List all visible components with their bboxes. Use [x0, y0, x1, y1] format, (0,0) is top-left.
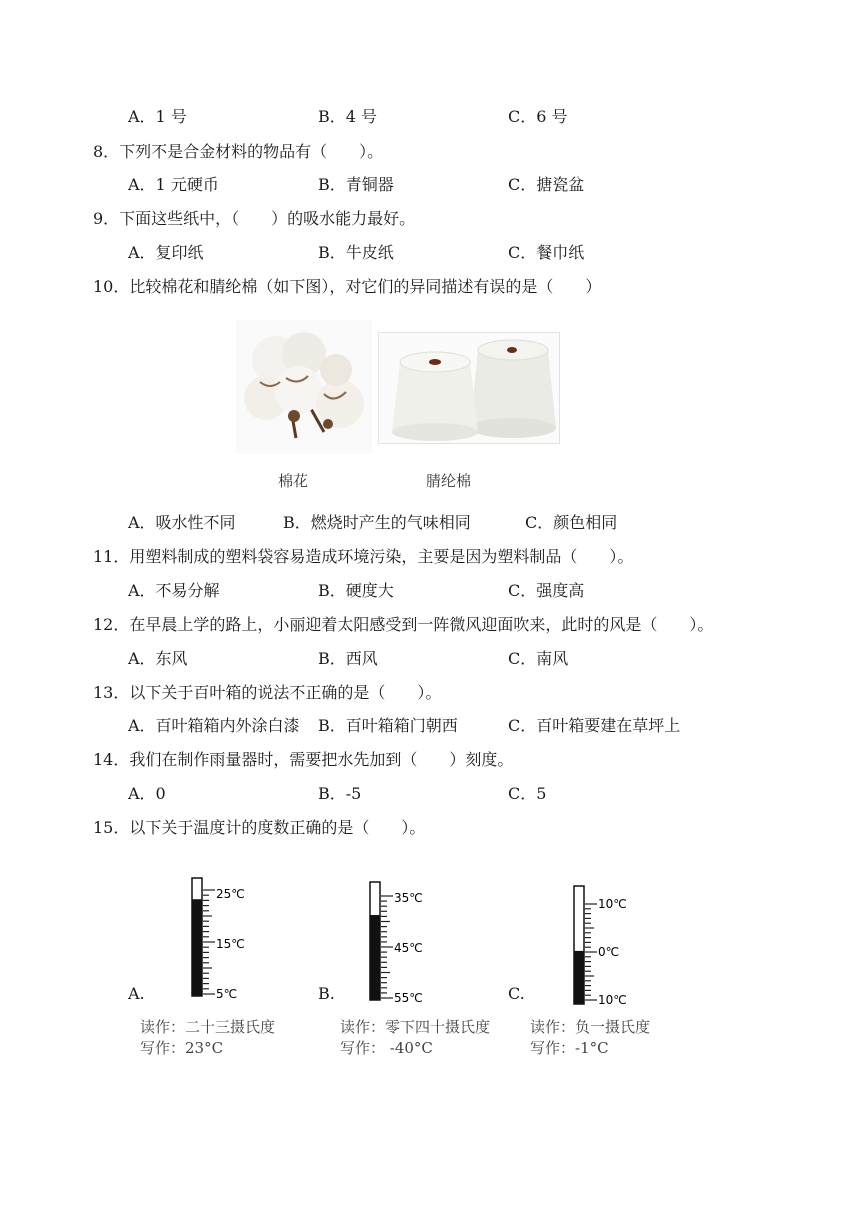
- thermometer-b-label-top: 35℃: [394, 891, 423, 905]
- thermometer-c-write: 写作：-1°C: [530, 1039, 609, 1057]
- q8-option-a[interactable]: A．1 元硬币: [128, 175, 219, 194]
- q14-option-a[interactable]: A．0: [128, 784, 166, 803]
- q13-option-a[interactable]: A．百叶箱箱内外涂白漆: [128, 716, 300, 735]
- thermometer-b-write: 写作： -40°C: [340, 1039, 433, 1057]
- thermometer-c-read: 读作：负一摄氏度: [530, 1018, 651, 1036]
- q13-option-b[interactable]: B．百叶箱箱门朝西: [318, 716, 458, 735]
- cotton-image: [236, 320, 372, 454]
- thermometer-c-label-top: 10℃: [598, 897, 627, 911]
- q15-option-a[interactable]: A.: [128, 984, 145, 1003]
- thermometer-a-label-bottom: 5℃: [216, 987, 238, 1001]
- acrylic-yarn-image: [378, 332, 560, 444]
- q15-option-c[interactable]: C.: [508, 984, 525, 1003]
- q12-option-a[interactable]: A．东风: [128, 649, 188, 668]
- q11-stem: 11．用塑料制成的塑料袋容易造成环境污染，主要是因为塑料制品（ ）。: [93, 547, 634, 566]
- q11-option-c[interactable]: C．强度高: [508, 581, 585, 600]
- thermometer-a: [186, 876, 256, 1002]
- thermometer-b-label-bottom: 55℃: [394, 991, 423, 1005]
- q9-stem: 9．下面这些纸中，（ ）的吸水能力最好。: [93, 209, 416, 228]
- q14-option-b[interactable]: B．-5: [318, 784, 362, 803]
- q11-option-a[interactable]: A．不易分解: [128, 581, 220, 600]
- figure-label-acrylic: 腈纶棉: [426, 472, 472, 490]
- thermometer-b-fill: [370, 915, 380, 1000]
- thermometer-a-read: 读作：二十三摄氏度: [140, 1018, 276, 1036]
- thermometer-b: [364, 880, 434, 1006]
- thermometer-a-fill: [192, 899, 202, 996]
- q13-stem: 13．以下关于百叶箱的说法不正确的是（ ）。: [93, 683, 442, 702]
- q12-option-b[interactable]: B．西风: [318, 649, 378, 668]
- thermometer-b-label-mid: 45℃: [394, 941, 423, 955]
- q11-option-b[interactable]: B．硬度大: [318, 581, 394, 600]
- thermometer-c: [568, 884, 638, 1010]
- q12-option-c[interactable]: C．南风: [508, 649, 569, 668]
- thermometer-a-label-top: 25℃: [216, 887, 245, 901]
- q14-option-c[interactable]: C．5: [508, 784, 547, 803]
- q14-stem: 14．我们在制作雨量器时，需要把水先加到（ ）刻度。: [93, 750, 514, 769]
- q15-stem: 15．以下关于温度计的度数正确的是（ ）。: [93, 818, 426, 837]
- q7-option-b[interactable]: B．4 号: [318, 107, 378, 126]
- q9-option-b[interactable]: B．牛皮纸: [318, 243, 394, 262]
- thermometer-a-label-mid: 15℃: [216, 937, 245, 951]
- thermometer-b-read: 读作：零下四十摄氏度: [340, 1018, 491, 1036]
- q7-option-a[interactable]: A．1 号: [128, 107, 187, 126]
- q10-option-a[interactable]: A．吸水性不同: [128, 513, 236, 532]
- q10-option-b[interactable]: B．燃烧时产生的气味相同: [283, 513, 471, 532]
- q8-option-c[interactable]: C．搪瓷盆: [508, 175, 585, 194]
- thermometer-c-fill: [574, 951, 584, 1004]
- q15-option-b[interactable]: B.: [318, 984, 335, 1003]
- q13-option-c[interactable]: C．百叶箱要建在草坪上: [508, 716, 681, 735]
- q9-option-c[interactable]: C．餐巾纸: [508, 243, 585, 262]
- q7-option-c[interactable]: C．6 号: [508, 107, 568, 126]
- q10-stem: 10．比较棉花和腈纶棉（如下图），对它们的异同描述有误的是（ ）: [93, 277, 602, 296]
- q12-stem: 12．在早晨上学的路上，小丽迎着太阳感受到一阵微风迎面吹来，此时的风是（ ）。: [93, 615, 714, 634]
- thermometer-c-label-mid: 0℃: [598, 945, 620, 959]
- q10-option-c[interactable]: C．颜色相同: [525, 513, 618, 532]
- q9-option-a[interactable]: A．复印纸: [128, 243, 204, 262]
- q8-stem: 8．下列不是合金材料的物品有（ ）。: [93, 142, 384, 161]
- thermometer-a-write: 写作：23°C: [140, 1039, 224, 1057]
- q8-option-b[interactable]: B．青铜器: [318, 175, 394, 194]
- figure-label-cotton: 棉花: [278, 472, 309, 490]
- thermometer-c-label-bottom: 10℃: [598, 993, 627, 1007]
